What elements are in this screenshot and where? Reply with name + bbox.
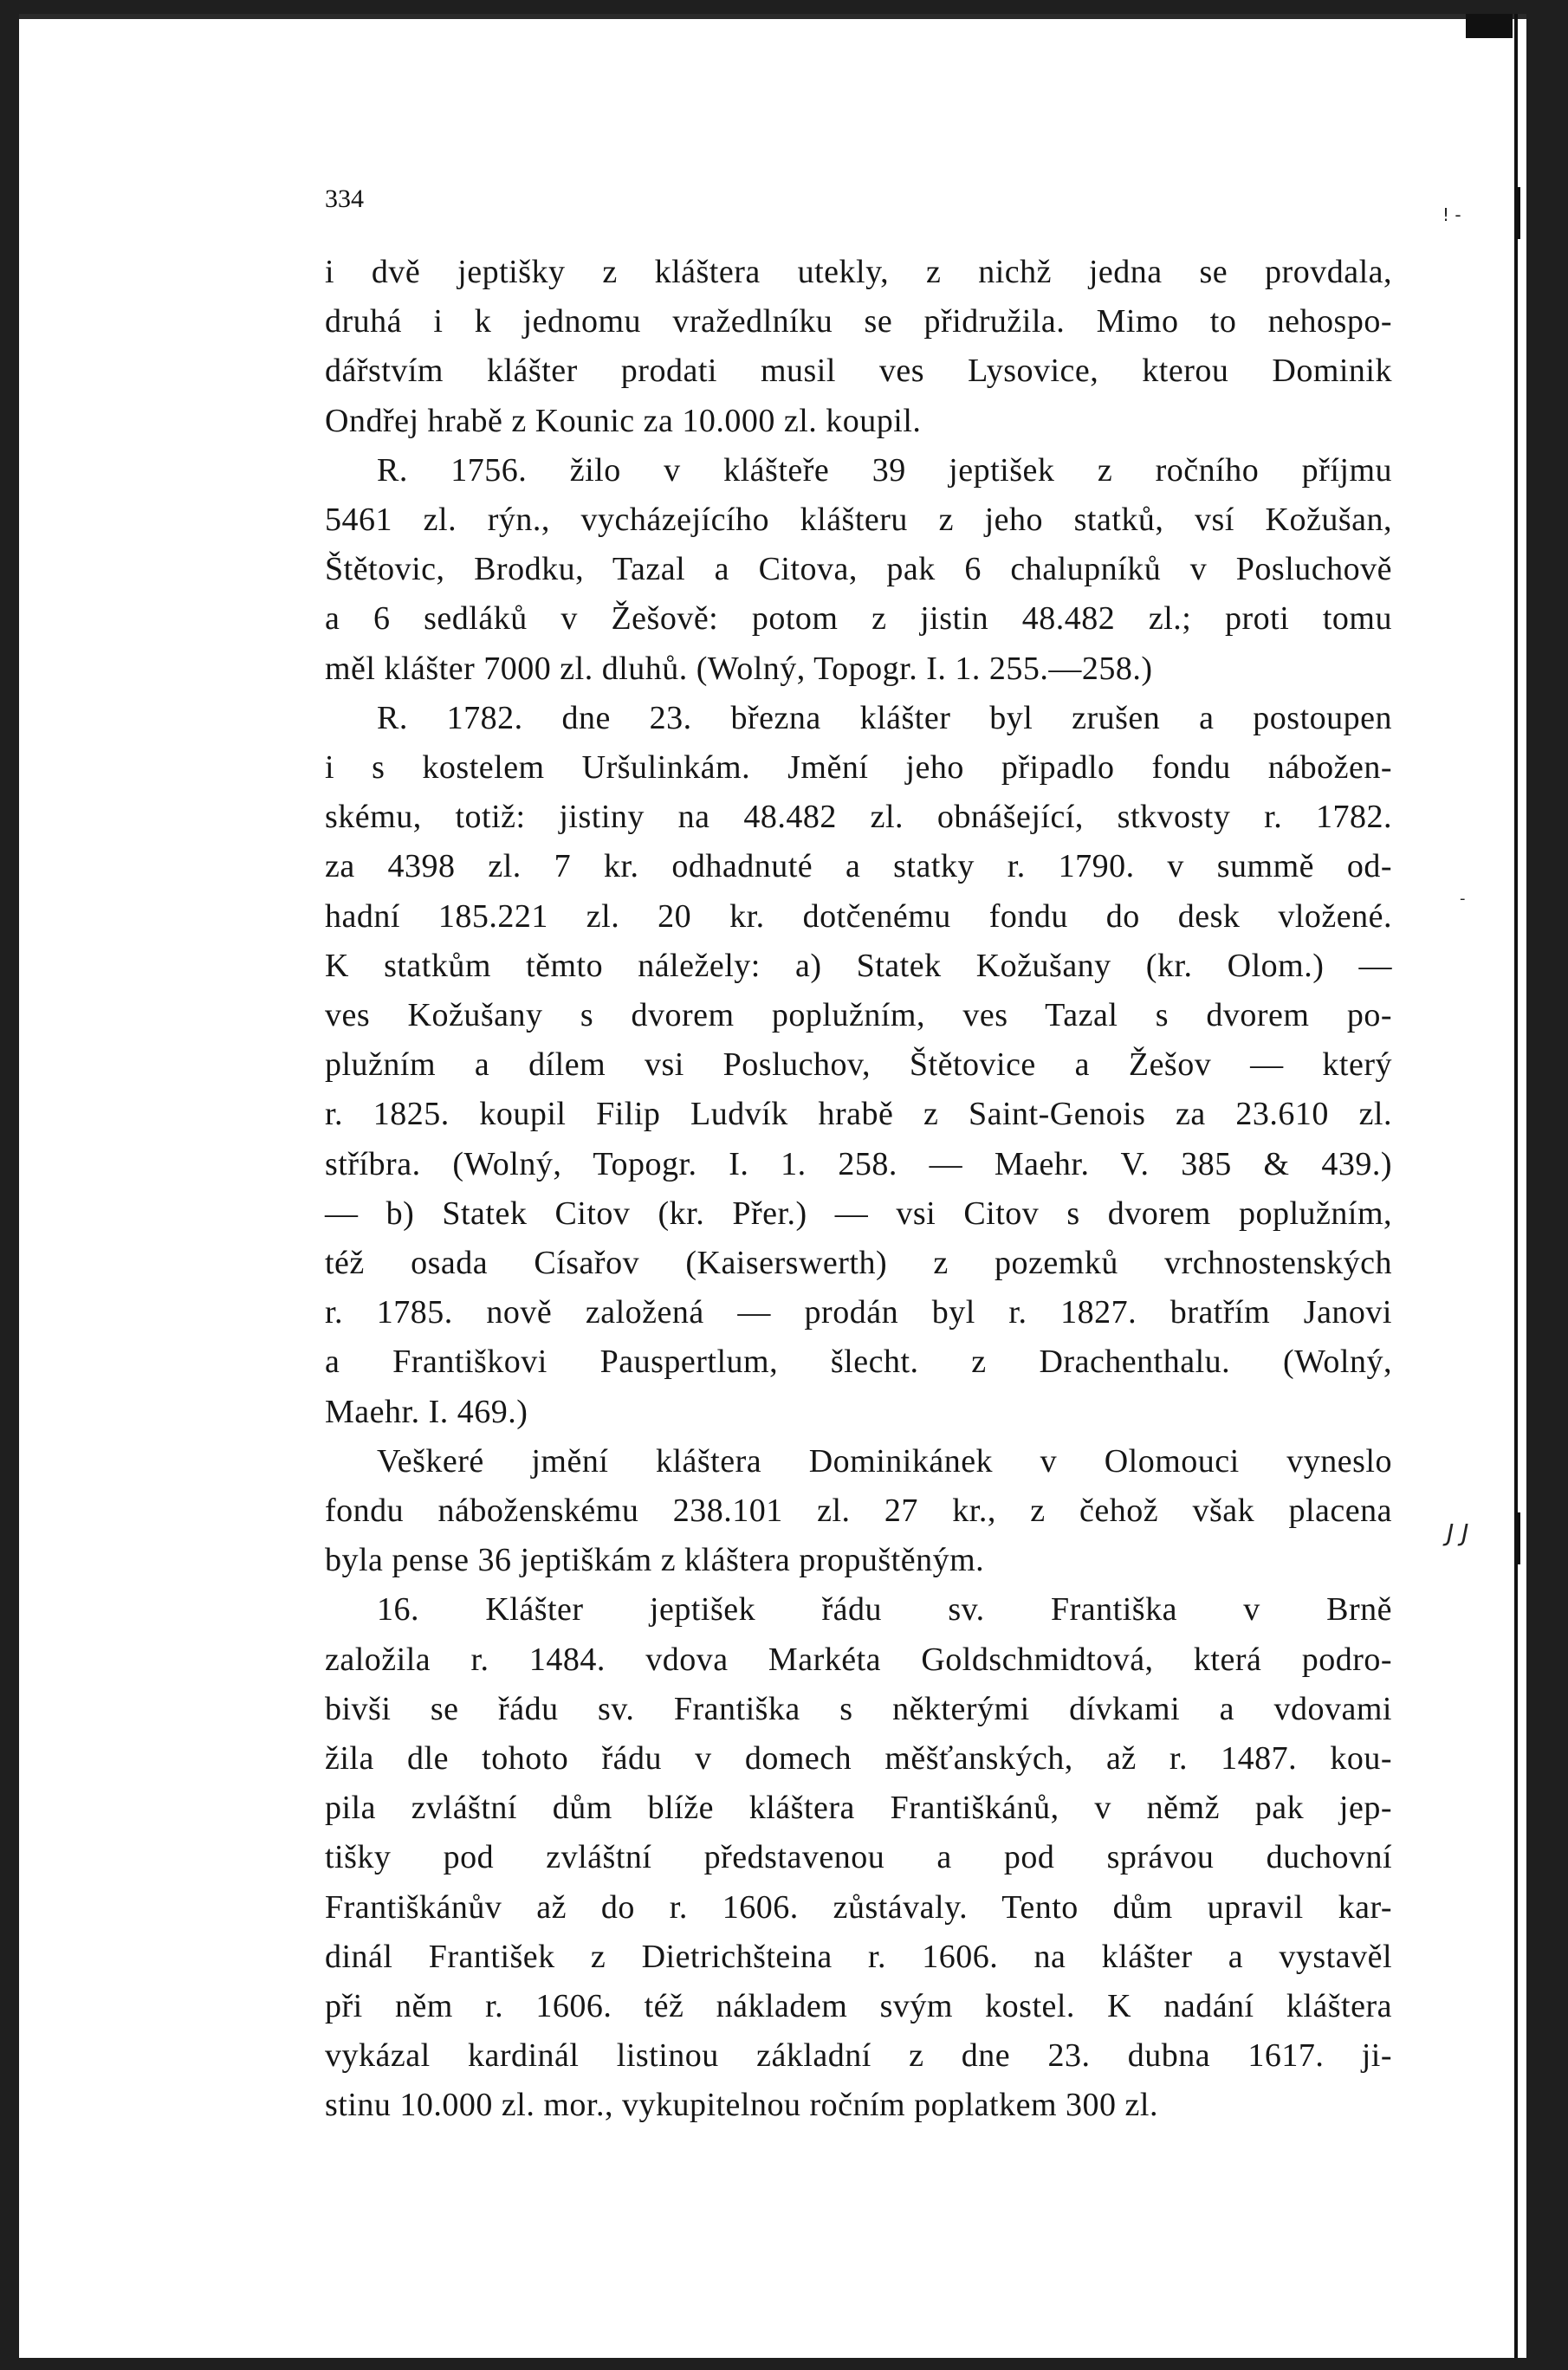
text-line: byla pense 36 jeptiškám z kláštera propuštěným. bbox=[325, 1542, 985, 1578]
margin-mark: - bbox=[1460, 890, 1466, 908]
text-line: Maehr. I. 469.) bbox=[325, 1394, 528, 1430]
text-line: druhá i k jednomu vražedlníku se přidružila. Mimo to nehospo- bbox=[325, 303, 1392, 340]
text-line: hadní 185.221 zl. 20 kr. dotčenému fondu do desk vložené. bbox=[325, 898, 1392, 935]
text-line: K statkům těmto náležely: a) Statek Kožušany (kr. Olom.) — bbox=[325, 948, 1392, 984]
margin-bar bbox=[1515, 187, 1520, 239]
text-line: i s kostelem Uršulinkám. Jmění jeho připadlo fondu nábožen- bbox=[325, 749, 1392, 786]
text-line: Štětovic, Brodku, Tazal a Citova, pak 6 chalupníků v Posluchově bbox=[325, 551, 1392, 587]
text-line: žila dle tohoto řádu v domech měšťanských, až r. 1487. kou- bbox=[325, 1740, 1392, 1777]
text-line: a Františkovi Pauspertlum, šlecht. z Drachenthalu. (Wolný, bbox=[325, 1344, 1392, 1380]
text-line: Františkánův až do r. 1606. zůstávaly. Tento dům upravil kar- bbox=[325, 1889, 1392, 1926]
text-line: r. 1785. nově založená — prodán byl r. 1827. bratřím Janovi bbox=[325, 1294, 1392, 1331]
text-line: skému, totiž: jistiny na 48.482 zl. obnášející, stkvosty r. 1782. bbox=[325, 799, 1392, 835]
text-line: r. 1825. koupil Filip Ludvík hrabě z Saint-Genois za 23.610 zl. bbox=[325, 1096, 1392, 1132]
text-line: 16. Klášter jeptišek řádu sv. Františka v Brně bbox=[377, 1591, 1392, 1628]
text-line: a 6 sedláků v Žešově: potom z jistin 48.482 zl.; proti tomu bbox=[325, 600, 1392, 637]
margin-mark: ! - bbox=[1442, 204, 1461, 225]
margin-bar bbox=[1515, 1512, 1520, 1564]
text-line: pila zvláštní dům blíže kláštera Františkánů, v němž pak jep- bbox=[325, 1790, 1392, 1826]
margin-mark: J J bbox=[1447, 1518, 1469, 1547]
text-line: i dvě jeptišky z kláštera utekly, z nichž jedna se provdala, bbox=[325, 254, 1392, 290]
text-line: založila r. 1484. vdova Markéta Goldschmidtová, která podro- bbox=[325, 1642, 1392, 1678]
page-number: 334 bbox=[325, 185, 364, 213]
text-line: ves Kožušany s dvorem poplužním, ves Tazal s dvorem po- bbox=[325, 997, 1392, 1033]
text-line: při něm r. 1606. též nákladem svým kostel. K nadání kláštera bbox=[325, 1988, 1392, 2024]
text-line: bivši se řádu sv. Františka s některými dívkami a vdovami bbox=[325, 1691, 1392, 1727]
text-line: plužním a dílem vsi Posluchov, Štětovice a Žešov — který bbox=[325, 1046, 1392, 1083]
text-line: stinu 10.000 zl. mor., vykupitelnou ročním poplatkem 300 zl. bbox=[325, 2087, 1158, 2123]
text-line: R. 1756. žilo v klášteře 39 jeptišek z ročního příjmu bbox=[377, 452, 1392, 489]
text-line: Ondřej hrabě z Kounic za 10.000 zl. koupil. bbox=[325, 403, 922, 439]
text-line: dářstvím klášter prodati musil ves Lysovice, kterou Dominik bbox=[325, 353, 1392, 389]
text-line: za 4398 zl. 7 kr. odhadnuté a statky r. 1790. v summě od- bbox=[325, 848, 1392, 884]
text-line: tišky pod zvláštní představenou a pod správou duchovní bbox=[325, 1839, 1392, 1875]
scanned-page bbox=[19, 14, 1526, 2358]
text-line: — b) Statek Citov (kr. Přer.) — vsi Citov s dvorem poplužním, bbox=[325, 1195, 1392, 1232]
text-line: 5461 zl. rýn., vycházejícího klášteru z jeho statků, vsí Kožušan, bbox=[325, 502, 1392, 538]
text-line: stříbra. (Wolný, Topogr. I. 1. 258. — Maehr. V. 385 & 439.) bbox=[325, 1146, 1392, 1182]
scan-edge-top bbox=[19, 14, 1526, 19]
text-line: měl klášter 7000 zl. dluhů. (Wolný, Topogr. I. 1. 255.—258.) bbox=[325, 651, 1153, 687]
text-line: vykázal kardinál listinou základní z dne 23. dubna 1617. ji- bbox=[325, 2037, 1392, 2074]
text-line: R. 1782. dne 23. března klášter byl zrušen a postoupen bbox=[377, 700, 1392, 736]
text-line: též osada Císařov (Kaiserswerth) z pozemků vrchnostenských bbox=[325, 1245, 1392, 1281]
text-line: dinál František z Dietrichšteina r. 1606. na klášter a vystavěl bbox=[325, 1939, 1392, 1975]
scan-corner-shadow bbox=[1466, 14, 1513, 38]
text-line: Veškeré jmění kláštera Dominikánek v Olomouci vyneslo bbox=[377, 1443, 1392, 1480]
scan-edge-right bbox=[1514, 14, 1518, 2358]
text-line: fondu náboženskému 238.101 zl. 27 kr., z čehož však placena bbox=[325, 1493, 1392, 1529]
